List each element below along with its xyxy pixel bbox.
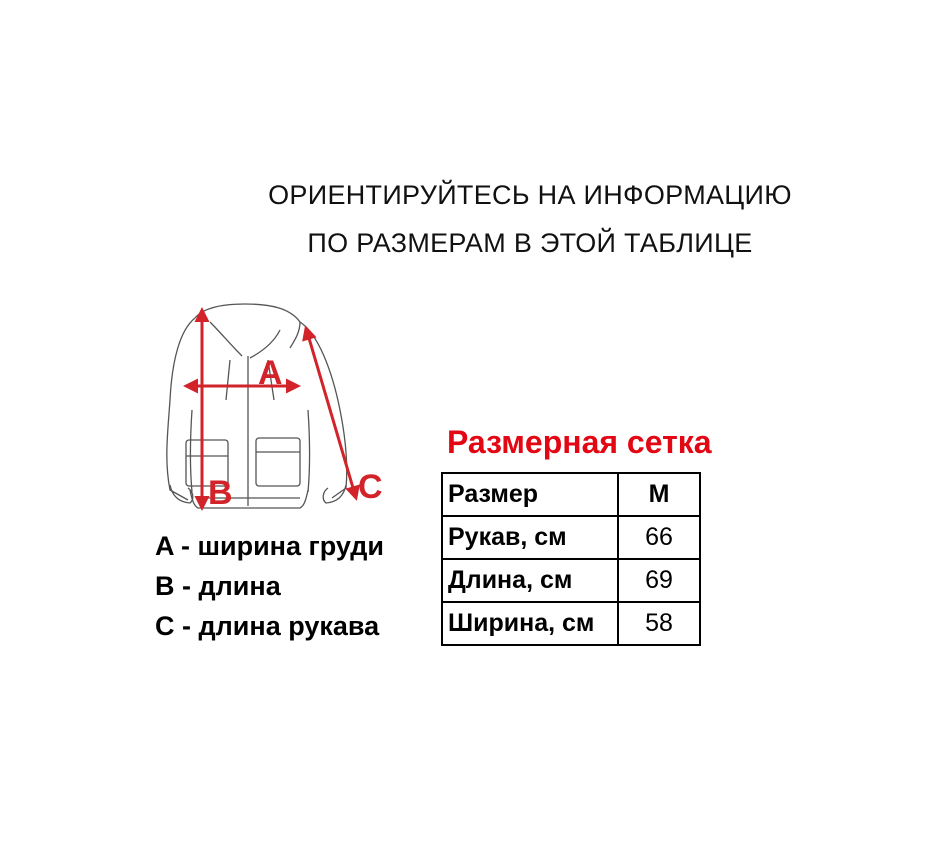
size-chart-title: Размерная сетка [447,424,712,460]
row-label-sleeve: Рукав, см [442,516,618,559]
jacket-outline [167,304,347,508]
row-value-width: 58 [618,602,700,645]
measurement-legend [155,526,384,646]
header-size-label: Размер [442,473,618,516]
row-label-length: Длина, см [442,559,618,602]
legend-item-a: A - ширина груди [155,531,384,561]
jacket-measurement-diagram [150,300,400,520]
size-chart-table [441,472,701,646]
heading-line-2: ПО РАЗМЕРАМ В ЭТОЙ ТАБЛИЦЕ [307,228,753,258]
arrow-c [306,328,356,498]
label-c: C [358,468,383,506]
heading-line-1: ОРИЕНТИРУЙТЕСЬ НА ИНФОРМАЦИЮ [268,180,792,210]
row-value-sleeve: 66 [618,516,700,559]
row-label-width: Ширина, см [442,602,618,645]
table-row [442,602,700,645]
legend-item-c: C - длина рукава [155,611,380,641]
row-value-length: 69 [618,559,700,602]
label-b: B [208,474,233,512]
header-size-value: M [618,473,700,516]
table-row [442,559,700,602]
legend-item-b: B - длина [155,571,281,601]
label-a: A [258,354,283,392]
table-row [442,516,700,559]
table-header-row [442,473,700,516]
